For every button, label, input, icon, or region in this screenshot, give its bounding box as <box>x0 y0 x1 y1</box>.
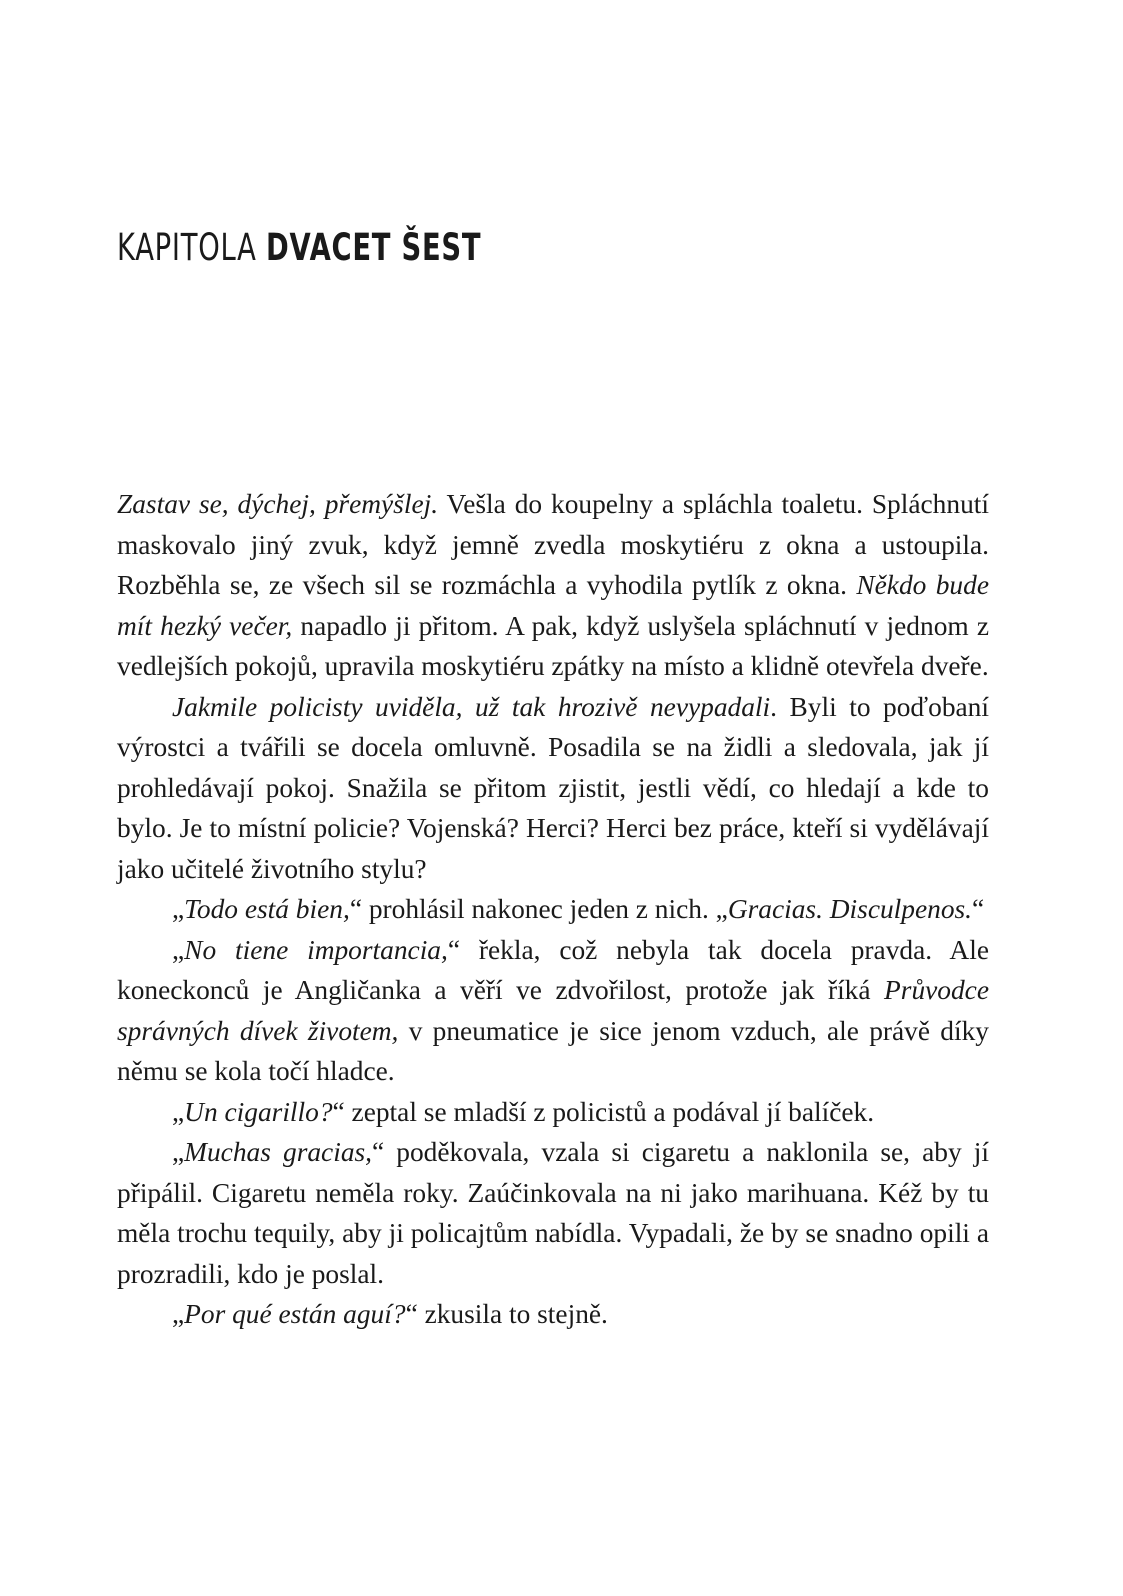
chapter-heading <box>117 226 481 270</box>
paragraph-5 <box>117 1092 989 1133</box>
chapter-body <box>117 484 989 1335</box>
italic-dialogue: Por qué están aguí? <box>184 1299 406 1329</box>
italic-thought: Zastav se, dýchej, přemýšlej. <box>117 489 439 519</box>
paragraph-1 <box>117 484 989 687</box>
paragraph-3 <box>117 889 989 930</box>
text-run: “ zeptal se mladší z policistů a podával jí balíček. <box>332 1096 875 1127</box>
text-run: Vešla do koupelny a spláchla toaletu. Spláchnutí maskovalo jiný zvuk, když jemně zvedla moskytiéru z okna a ustoupila. Rozběhla se, ze všech sil se rozmáchla a vyhodila pytlík z okna. <box>117 489 989 600</box>
italic-dialogue: Todo está bien, <box>184 894 350 924</box>
text-run: v pneumatice je sice jenom vzduch, ale právě díky němu se kola točí hladce. <box>117 1015 990 1086</box>
paragraph-4 <box>117 930 989 1092</box>
open-quote: „ <box>172 1137 185 1167</box>
open-quote: „ <box>172 1096 185 1127</box>
italic-dialogue: Un cigarillo? <box>184 1096 333 1127</box>
paragraph-2 <box>117 687 989 890</box>
text-run: napadlo ji přitom. A pak, když uslyšela spláchnutí v jednom z vedlejších pokojů, upravila moskytiéru zpátky na místo a klidně otevřela dveře. <box>117 610 990 681</box>
italic-dialogue: Gracias. Disculpenos. <box>727 894 973 924</box>
open-quote: „ <box>172 894 185 924</box>
text-run: “ poděkovala, vzala si cigaretu a naklonila se, aby jí připálil. Cigaretu neměla roky. Zaúčinkovala na ni jako marihuana. Kéž by tu měla trochu tequily, aby ji policajtům nabídla. Vypadali, že by se snadno opili a prozradili, kdo je poslal. <box>117 1137 990 1289</box>
italic-thought: Jakmile policisty uviděla, už tak hrozivě nevypadali <box>172 691 771 722</box>
paragraph-7 <box>117 1294 989 1335</box>
text-run: “ zkusila to stejně. <box>405 1299 608 1329</box>
close-quote: “ <box>972 894 985 924</box>
open-quote: „ <box>172 934 185 965</box>
open-quote: „ <box>172 1299 185 1329</box>
italic-thought: Někdo bude mít hezký večer, <box>117 570 989 641</box>
italic-dialogue: No tiene importancia, <box>184 934 448 965</box>
chapter-label: KAPITOLA <box>117 226 257 269</box>
italic-dialogue: Muchas gracias, <box>184 1137 373 1167</box>
text-run: “ řekla, což nebyla tak docela pravda. Ale koneckonců je Angličanka a věří ve zdvořilost, protože jak říká <box>117 934 989 1005</box>
italic-book-title: Průvodce správných dívek životem, <box>117 975 989 1046</box>
paragraph-6 <box>117 1132 989 1294</box>
chapter-number: DVACET ŠEST <box>266 226 482 269</box>
text-run: . Byli to poďobaní výrostci a tvářili se docela omluvně. Posadila se na židli a sledovala, jak jí prohledávají pokoj. Snažila se přitom zjistit, jestli vědí, co hledají a kde to bylo. Je to místní policie? Vojenská? Herci? Herci bez práce, kteří si vydělávají jako učitelé životního stylu? <box>117 691 989 884</box>
text-run: “ prohlásil nakonec jeden z nich. „ <box>349 894 728 924</box>
